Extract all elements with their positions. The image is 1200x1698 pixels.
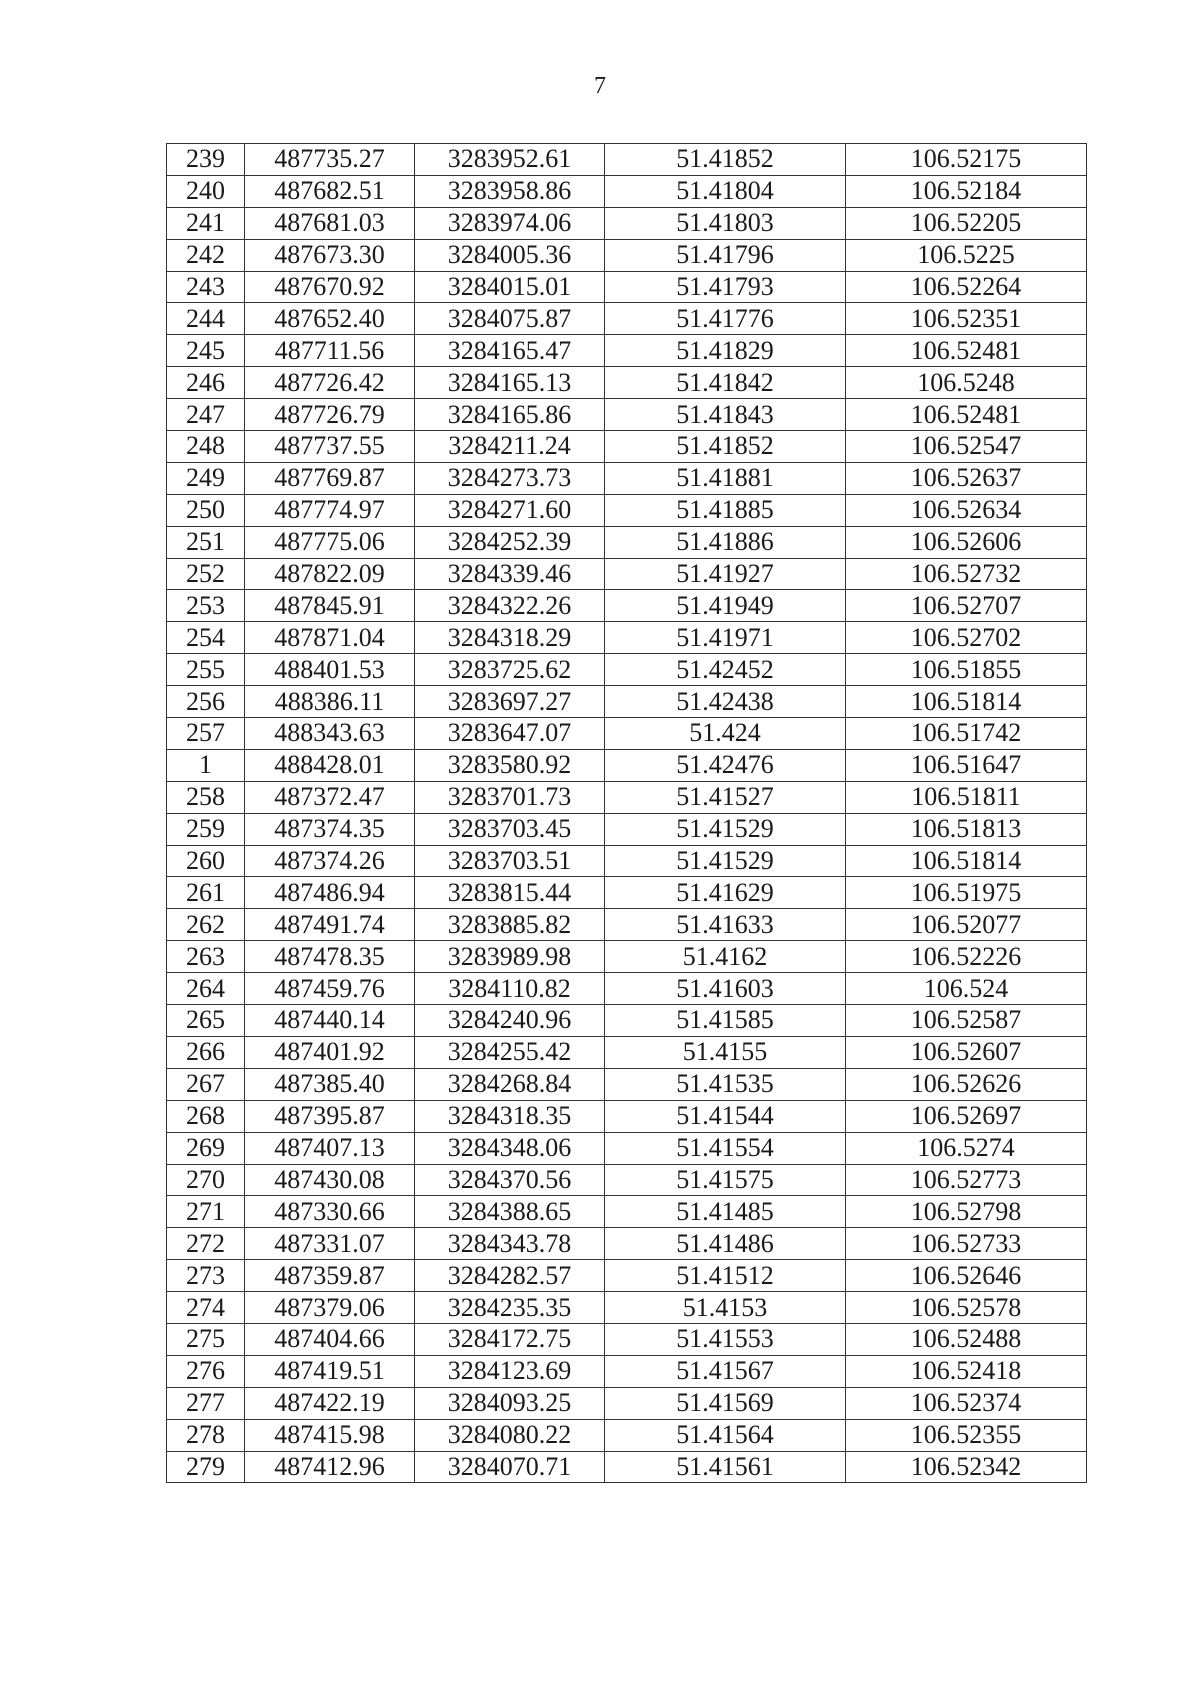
latitude-cell: 51.41776 [605, 303, 846, 335]
longitude-cell: 106.52488 [846, 1323, 1087, 1355]
table-row [167, 590, 1087, 622]
table-row [167, 1196, 1087, 1228]
table-row [167, 399, 1087, 431]
y-coordinate-cell: 3284240.96 [415, 1005, 605, 1037]
x-coordinate-cell: 488343.63 [245, 718, 415, 750]
x-coordinate-cell: 487486.94 [245, 877, 415, 909]
point-number-cell: 260 [167, 845, 245, 877]
y-coordinate-cell: 3284080.22 [415, 1419, 605, 1451]
table-row [167, 271, 1087, 303]
point-number-cell: 263 [167, 941, 245, 973]
y-coordinate-cell: 3284165.13 [415, 367, 605, 399]
y-coordinate-cell: 3284273.73 [415, 462, 605, 494]
x-coordinate-cell: 488428.01 [245, 749, 415, 781]
point-number-cell: 246 [167, 367, 245, 399]
table-row [167, 431, 1087, 463]
y-coordinate-cell: 3284093.25 [415, 1387, 605, 1419]
y-coordinate-cell: 3284015.01 [415, 271, 605, 303]
table-row [167, 1355, 1087, 1387]
latitude-cell: 51.41561 [605, 1451, 846, 1483]
point-number-cell: 268 [167, 1100, 245, 1132]
x-coordinate-cell: 487478.35 [245, 941, 415, 973]
y-coordinate-cell: 3284165.86 [415, 399, 605, 431]
x-coordinate-cell: 487404.66 [245, 1323, 415, 1355]
point-number-cell: 240 [167, 175, 245, 207]
point-number-cell: 259 [167, 813, 245, 845]
table-row [167, 877, 1087, 909]
longitude-cell: 106.52697 [846, 1100, 1087, 1132]
y-coordinate-cell: 3284370.56 [415, 1164, 605, 1196]
latitude-cell: 51.41585 [605, 1005, 846, 1037]
y-coordinate-cell: 3283974.06 [415, 207, 605, 239]
y-coordinate-cell: 3284110.82 [415, 973, 605, 1005]
point-number-cell: 257 [167, 718, 245, 750]
y-coordinate-cell: 3283703.45 [415, 813, 605, 845]
longitude-cell: 106.5225 [846, 239, 1087, 271]
longitude-cell: 106.51813 [846, 813, 1087, 845]
longitude-cell: 106.52626 [846, 1068, 1087, 1100]
table-row [167, 845, 1087, 877]
table-row [167, 718, 1087, 750]
point-number-cell: 252 [167, 558, 245, 590]
point-number-cell: 266 [167, 1036, 245, 1068]
x-coordinate-cell: 487673.30 [245, 239, 415, 271]
y-coordinate-cell: 3284318.35 [415, 1100, 605, 1132]
x-coordinate-cell: 487652.40 [245, 303, 415, 335]
point-number-cell: 278 [167, 1419, 245, 1451]
point-number-cell: 271 [167, 1196, 245, 1228]
latitude-cell: 51.41527 [605, 781, 846, 813]
longitude-cell: 106.52264 [846, 271, 1087, 303]
x-coordinate-cell: 487330.66 [245, 1196, 415, 1228]
y-coordinate-cell: 3283958.86 [415, 175, 605, 207]
longitude-cell: 106.5248 [846, 367, 1087, 399]
longitude-cell: 106.52481 [846, 399, 1087, 431]
latitude-cell: 51.41852 [605, 144, 846, 176]
y-coordinate-cell: 3284165.47 [415, 335, 605, 367]
table-row [167, 749, 1087, 781]
table-row [167, 144, 1087, 176]
latitude-cell: 51.41529 [605, 813, 846, 845]
longitude-cell: 106.51742 [846, 718, 1087, 750]
table-row [167, 909, 1087, 941]
latitude-cell: 51.41554 [605, 1132, 846, 1164]
longitude-cell: 106.52732 [846, 558, 1087, 590]
latitude-cell: 51.41949 [605, 590, 846, 622]
y-coordinate-cell: 3284318.29 [415, 622, 605, 654]
x-coordinate-cell: 487440.14 [245, 1005, 415, 1037]
y-coordinate-cell: 3283647.07 [415, 718, 605, 750]
table-row [167, 1164, 1087, 1196]
longitude-cell: 106.52702 [846, 622, 1087, 654]
latitude-cell: 51.41575 [605, 1164, 846, 1196]
latitude-cell: 51.424 [605, 718, 846, 750]
y-coordinate-cell: 3284005.36 [415, 239, 605, 271]
latitude-cell: 51.41886 [605, 526, 846, 558]
point-number-cell: 242 [167, 239, 245, 271]
y-coordinate-cell: 3284268.84 [415, 1068, 605, 1100]
x-coordinate-cell: 487401.92 [245, 1036, 415, 1068]
point-number-cell: 264 [167, 973, 245, 1005]
x-coordinate-cell: 487372.47 [245, 781, 415, 813]
y-coordinate-cell: 3283952.61 [415, 144, 605, 176]
latitude-cell: 51.42476 [605, 749, 846, 781]
latitude-cell: 51.41529 [605, 845, 846, 877]
point-number-cell: 275 [167, 1323, 245, 1355]
latitude-cell: 51.4155 [605, 1036, 846, 1068]
latitude-cell: 51.41485 [605, 1196, 846, 1228]
table-row [167, 686, 1087, 718]
longitude-cell: 106.52798 [846, 1196, 1087, 1228]
longitude-cell: 106.52637 [846, 462, 1087, 494]
point-number-cell: 247 [167, 399, 245, 431]
latitude-cell: 51.41927 [605, 558, 846, 590]
page-number: 7 [594, 73, 606, 99]
point-number-cell: 244 [167, 303, 245, 335]
y-coordinate-cell: 3283701.73 [415, 781, 605, 813]
longitude-cell: 106.52374 [846, 1387, 1087, 1419]
longitude-cell: 106.52226 [846, 941, 1087, 973]
y-coordinate-cell: 3284271.60 [415, 494, 605, 526]
latitude-cell: 51.41793 [605, 271, 846, 303]
y-coordinate-cell: 3284075.87 [415, 303, 605, 335]
x-coordinate-cell: 487822.09 [245, 558, 415, 590]
y-coordinate-cell: 3283703.51 [415, 845, 605, 877]
longitude-cell: 106.51855 [846, 654, 1087, 686]
x-coordinate-cell: 487670.92 [245, 271, 415, 303]
x-coordinate-cell: 487769.87 [245, 462, 415, 494]
table-row [167, 1005, 1087, 1037]
latitude-cell: 51.41569 [605, 1387, 846, 1419]
y-coordinate-cell: 3284252.39 [415, 526, 605, 558]
y-coordinate-cell: 3283885.82 [415, 909, 605, 941]
longitude-cell: 106.52355 [846, 1419, 1087, 1451]
latitude-cell: 51.41486 [605, 1228, 846, 1260]
y-coordinate-cell: 3284322.26 [415, 590, 605, 622]
point-number-cell: 1 [167, 749, 245, 781]
latitude-cell: 51.41843 [605, 399, 846, 431]
longitude-cell: 106.524 [846, 973, 1087, 1005]
longitude-cell: 106.51811 [846, 781, 1087, 813]
latitude-cell: 51.4162 [605, 941, 846, 973]
table-row [167, 941, 1087, 973]
y-coordinate-cell: 3284235.35 [415, 1292, 605, 1324]
table-row [167, 303, 1087, 335]
longitude-cell: 106.51975 [846, 877, 1087, 909]
latitude-cell: 51.42452 [605, 654, 846, 686]
x-coordinate-cell: 487737.55 [245, 431, 415, 463]
table-row [167, 1100, 1087, 1132]
x-coordinate-cell: 487871.04 [245, 622, 415, 654]
point-number-cell: 265 [167, 1005, 245, 1037]
latitude-cell: 51.41796 [605, 239, 846, 271]
table-row [167, 813, 1087, 845]
table-row [167, 558, 1087, 590]
y-coordinate-cell: 3284172.75 [415, 1323, 605, 1355]
point-number-cell: 249 [167, 462, 245, 494]
point-number-cell: 279 [167, 1451, 245, 1483]
x-coordinate-cell: 487491.74 [245, 909, 415, 941]
x-coordinate-cell: 487726.42 [245, 367, 415, 399]
y-coordinate-cell: 3284348.06 [415, 1132, 605, 1164]
latitude-cell: 51.41564 [605, 1419, 846, 1451]
latitude-cell: 51.41829 [605, 335, 846, 367]
table-row [167, 1419, 1087, 1451]
table-row [167, 781, 1087, 813]
point-number-cell: 241 [167, 207, 245, 239]
x-coordinate-cell: 487379.06 [245, 1292, 415, 1324]
longitude-cell: 106.52587 [846, 1005, 1087, 1037]
point-number-cell: 251 [167, 526, 245, 558]
latitude-cell: 51.41544 [605, 1100, 846, 1132]
point-number-cell: 256 [167, 686, 245, 718]
longitude-cell: 106.52547 [846, 431, 1087, 463]
latitude-cell: 51.41553 [605, 1323, 846, 1355]
table-row [167, 1228, 1087, 1260]
latitude-cell: 51.4153 [605, 1292, 846, 1324]
y-coordinate-cell: 3283580.92 [415, 749, 605, 781]
longitude-cell: 106.52578 [846, 1292, 1087, 1324]
point-number-cell: 253 [167, 590, 245, 622]
table-row [167, 622, 1087, 654]
y-coordinate-cell: 3283697.27 [415, 686, 605, 718]
latitude-cell: 51.41633 [605, 909, 846, 941]
longitude-cell: 106.52607 [846, 1036, 1087, 1068]
longitude-cell: 106.52773 [846, 1164, 1087, 1196]
coordinates-table [166, 143, 1087, 1483]
point-number-cell: 276 [167, 1355, 245, 1387]
longitude-cell: 106.52606 [846, 526, 1087, 558]
x-coordinate-cell: 487395.87 [245, 1100, 415, 1132]
table-row [167, 207, 1087, 239]
point-number-cell: 269 [167, 1132, 245, 1164]
y-coordinate-cell: 3284343.78 [415, 1228, 605, 1260]
table-row [167, 1292, 1087, 1324]
x-coordinate-cell: 487682.51 [245, 175, 415, 207]
longitude-cell: 106.52418 [846, 1355, 1087, 1387]
point-number-cell: 262 [167, 909, 245, 941]
latitude-cell: 51.41852 [605, 431, 846, 463]
y-coordinate-cell: 3284070.71 [415, 1451, 605, 1483]
longitude-cell: 106.52184 [846, 175, 1087, 207]
x-coordinate-cell: 487419.51 [245, 1355, 415, 1387]
x-coordinate-cell: 487775.06 [245, 526, 415, 558]
point-number-cell: 255 [167, 654, 245, 686]
longitude-cell: 106.5274 [846, 1132, 1087, 1164]
longitude-cell: 106.52351 [846, 303, 1087, 335]
latitude-cell: 51.42438 [605, 686, 846, 718]
longitude-cell: 106.52733 [846, 1228, 1087, 1260]
x-coordinate-cell: 487412.96 [245, 1451, 415, 1483]
latitude-cell: 51.41804 [605, 175, 846, 207]
latitude-cell: 51.41881 [605, 462, 846, 494]
table-row [167, 1132, 1087, 1164]
table-row [167, 654, 1087, 686]
x-coordinate-cell: 488401.53 [245, 654, 415, 686]
y-coordinate-cell: 3284211.24 [415, 431, 605, 463]
x-coordinate-cell: 487845.91 [245, 590, 415, 622]
y-coordinate-cell: 3283725.62 [415, 654, 605, 686]
longitude-cell: 106.52077 [846, 909, 1087, 941]
x-coordinate-cell: 487359.87 [245, 1260, 415, 1292]
point-number-cell: 267 [167, 1068, 245, 1100]
point-number-cell: 243 [167, 271, 245, 303]
x-coordinate-cell: 487407.13 [245, 1132, 415, 1164]
x-coordinate-cell: 487726.79 [245, 399, 415, 431]
table-row [167, 1451, 1087, 1483]
y-coordinate-cell: 3283989.98 [415, 941, 605, 973]
y-coordinate-cell: 3283815.44 [415, 877, 605, 909]
latitude-cell: 51.41842 [605, 367, 846, 399]
longitude-cell: 106.52634 [846, 494, 1087, 526]
x-coordinate-cell: 487430.08 [245, 1164, 415, 1196]
y-coordinate-cell: 3284282.57 [415, 1260, 605, 1292]
coordinates-table-body [167, 144, 1087, 1483]
point-number-cell: 239 [167, 144, 245, 176]
table-row [167, 367, 1087, 399]
x-coordinate-cell: 488386.11 [245, 686, 415, 718]
latitude-cell: 51.41629 [605, 877, 846, 909]
x-coordinate-cell: 487681.03 [245, 207, 415, 239]
table-row [167, 973, 1087, 1005]
longitude-cell: 106.52646 [846, 1260, 1087, 1292]
x-coordinate-cell: 487374.26 [245, 845, 415, 877]
point-number-cell: 261 [167, 877, 245, 909]
table-row [167, 494, 1087, 526]
longitude-cell: 106.51814 [846, 845, 1087, 877]
table-row [167, 1387, 1087, 1419]
x-coordinate-cell: 487735.27 [245, 144, 415, 176]
latitude-cell: 51.41603 [605, 973, 846, 1005]
table-row [167, 1323, 1087, 1355]
table-row [167, 175, 1087, 207]
latitude-cell: 51.41803 [605, 207, 846, 239]
point-number-cell: 274 [167, 1292, 245, 1324]
x-coordinate-cell: 487774.97 [245, 494, 415, 526]
longitude-cell: 106.52205 [846, 207, 1087, 239]
x-coordinate-cell: 487711.56 [245, 335, 415, 367]
latitude-cell: 51.41885 [605, 494, 846, 526]
table-row [167, 239, 1087, 271]
table-row [167, 335, 1087, 367]
table-row [167, 1036, 1087, 1068]
x-coordinate-cell: 487374.35 [245, 813, 415, 845]
longitude-cell: 106.52481 [846, 335, 1087, 367]
longitude-cell: 106.52175 [846, 144, 1087, 176]
table-row [167, 462, 1087, 494]
x-coordinate-cell: 487459.76 [245, 973, 415, 1005]
point-number-cell: 254 [167, 622, 245, 654]
y-coordinate-cell: 3284388.65 [415, 1196, 605, 1228]
point-number-cell: 272 [167, 1228, 245, 1260]
x-coordinate-cell: 487385.40 [245, 1068, 415, 1100]
x-coordinate-cell: 487415.98 [245, 1419, 415, 1451]
longitude-cell: 106.52342 [846, 1451, 1087, 1483]
table-row [167, 526, 1087, 558]
point-number-cell: 273 [167, 1260, 245, 1292]
y-coordinate-cell: 3284339.46 [415, 558, 605, 590]
y-coordinate-cell: 3284255.42 [415, 1036, 605, 1068]
latitude-cell: 51.41567 [605, 1355, 846, 1387]
x-coordinate-cell: 487331.07 [245, 1228, 415, 1260]
latitude-cell: 51.41512 [605, 1260, 846, 1292]
longitude-cell: 106.52707 [846, 590, 1087, 622]
latitude-cell: 51.41971 [605, 622, 846, 654]
point-number-cell: 258 [167, 781, 245, 813]
point-number-cell: 250 [167, 494, 245, 526]
longitude-cell: 106.51814 [846, 686, 1087, 718]
longitude-cell: 106.51647 [846, 749, 1087, 781]
y-coordinate-cell: 3284123.69 [415, 1355, 605, 1387]
point-number-cell: 248 [167, 431, 245, 463]
point-number-cell: 270 [167, 1164, 245, 1196]
table-row [167, 1260, 1087, 1292]
table-row [167, 1068, 1087, 1100]
point-number-cell: 245 [167, 335, 245, 367]
x-coordinate-cell: 487422.19 [245, 1387, 415, 1419]
point-number-cell: 277 [167, 1387, 245, 1419]
latitude-cell: 51.41535 [605, 1068, 846, 1100]
